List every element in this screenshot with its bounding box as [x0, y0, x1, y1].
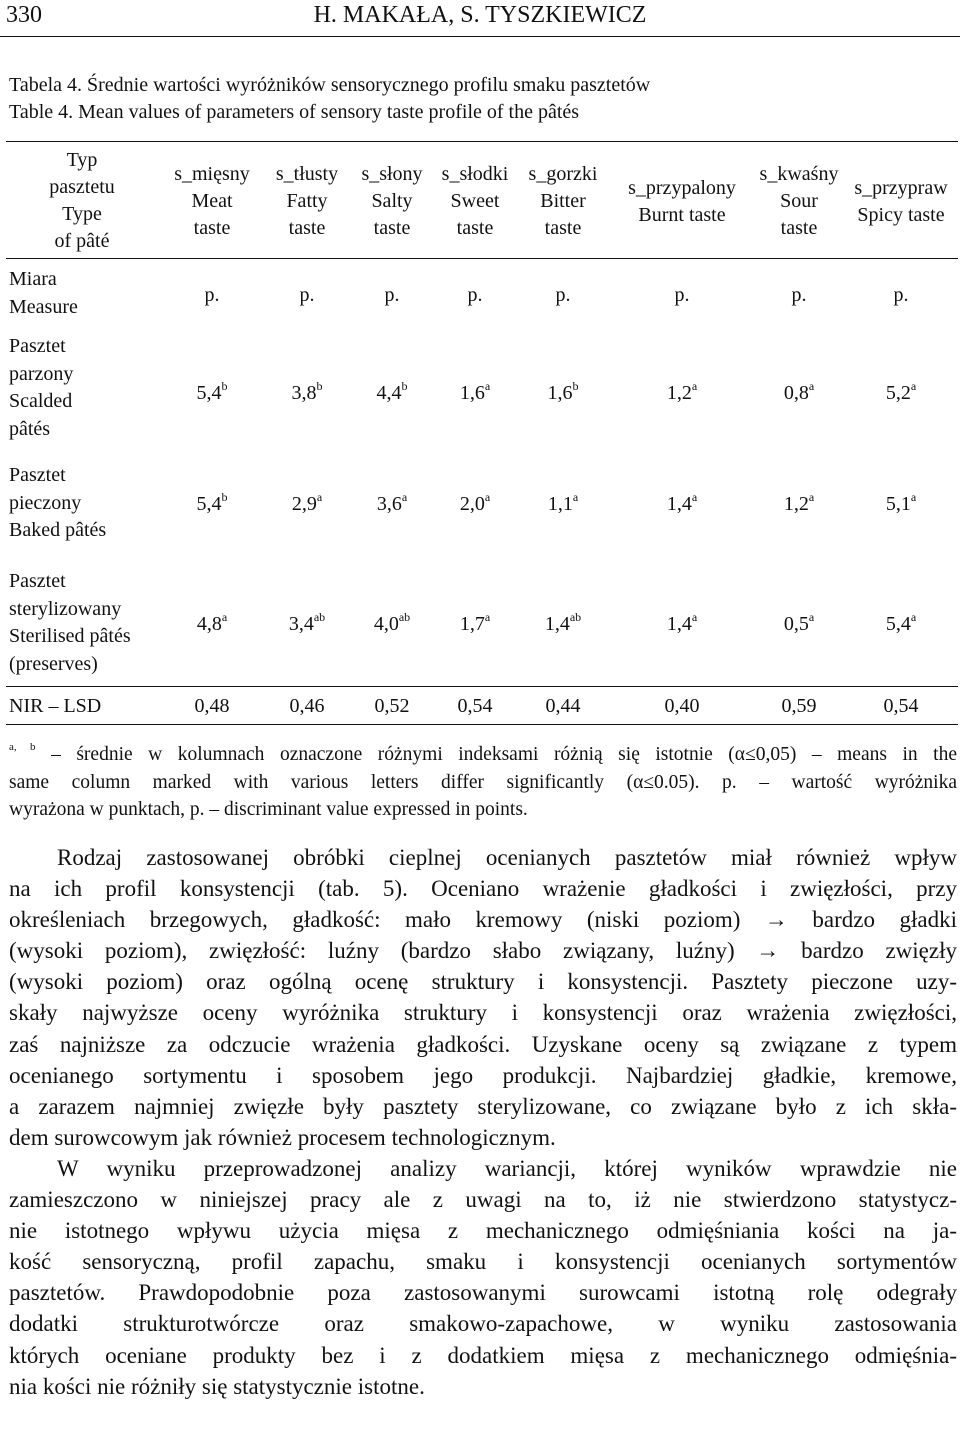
table-header-rule [6, 258, 958, 259]
row-label-sterilised: Pasztet sterylizowany Sterilised pâtés (preserves) [9, 570, 131, 675]
running-header [0, 0, 960, 34]
col-header-fatty: s_tłusty Fatty taste [275, 163, 339, 239]
measure-unit: p. [204, 284, 220, 306]
col-header-meat: s_mięsny Meat taste [174, 163, 250, 239]
table-cell: 1,1$^a$ [547, 490, 579, 515]
table-cell: 1,2$^a$ [666, 379, 698, 404]
table-cell: 5,4$^a$ [885, 610, 917, 635]
measure-unit: p. [791, 284, 807, 306]
measure-unit: p. [555, 284, 571, 306]
col-header-burnt: s_przypalony Burnt taste [628, 177, 736, 226]
measure-unit: p. [467, 284, 483, 306]
table-cell: 1,4$^a$ [666, 490, 698, 515]
table-cell: 5,4$^b$ [196, 490, 228, 515]
table-cell: 1,7$^a$ [459, 610, 491, 635]
table-cell: 4,0$^{ab}$ [373, 610, 411, 635]
lsd-value: 0,48 [194, 695, 230, 717]
table-cell: 2,0$^a$ [459, 490, 491, 515]
stub-header: Typ pasztetu Type of pâté [49, 149, 115, 252]
table-body-rule [6, 686, 958, 687]
table-cell: 1,4$^a$ [666, 610, 698, 635]
col-header-salty: s_słony Salty taste [361, 163, 423, 239]
table-cell: 5,1$^a$ [885, 490, 917, 515]
col-header-sweet: s_słodki Sweet taste [441, 163, 509, 239]
row-label-scalded: Pasztet parzony Scalded pâtés [9, 335, 74, 440]
measure-unit: p. [384, 284, 400, 306]
col-header-spicy: s_przypraw Spicy taste [854, 177, 948, 226]
table-cell: 3,8$^b$ [291, 379, 323, 404]
table-cell: 0,5$^a$ [783, 610, 815, 635]
lsd-label: NIR – LSD [9, 695, 102, 717]
table-bottom-rule [6, 724, 958, 725]
table-top-rule [6, 141, 958, 142]
col-header-bitter: s_gorzki Bitter taste [528, 163, 598, 239]
table-cell: 2,9$^a$ [291, 490, 323, 515]
table-cell: 1,2$^a$ [783, 490, 815, 515]
lsd-value: 0,59 [781, 695, 817, 717]
measure-label: Miara Measure [9, 268, 78, 318]
page-number: 330 [6, 2, 42, 28]
table-cell: 1,4$^{ab}$ [544, 610, 582, 635]
table-cell: 1,6$^b$ [547, 379, 579, 404]
running-authors: H. MAKAŁA, S. TYSZKIEWICZ [313, 2, 647, 28]
table-cell: 3,4$^{ab}$ [288, 610, 326, 635]
table-cell: 3,6$^a$ [376, 490, 408, 515]
lsd-value: 0,44 [545, 695, 581, 717]
table-cell: 4,4$^b$ [376, 379, 408, 404]
table-cell: 1,6$^a$ [459, 379, 491, 404]
header-rule [0, 36, 960, 37]
col-header-sour: s_kwaśny Sour taste [759, 163, 839, 239]
measure-unit: p. [893, 284, 909, 306]
body-paragraph-1: Rodzaj zastosowanej obróbki cieplnej ocenianych pasztetów miał również wpływ na ich profil konsystencji (tab. 5). Oceniano wrażenie gładkości i zwięzłości, przy określeniach brzegowych, gładkość: mało kremowy (niski poziom) → bardzo gładki (wysoki poziom), zwięzłość: luźny (bardzo słabo związany, luźny) → bardzo zwięzły (wysoki poziom) oraz ogólną ocenę struktury i konsystencji. Pasztety pieczone uzy- skały najwyższe oceny wyróżnika struktury i konsystencji oraz wrażenia zwięzłości, zaś najniższe za odczucie wrażenia gładkości. Uzyskane oceny są związane z typem ocenianego sortymentu i sposobem jego produkcji. Najbardziej gładkie, kremowe, a zarazem najmniej zwięzłe były pasztety sterylizowane, co związane było z ich skła- dem surowcowym jak również procesem technologicznym. [9, 845, 957, 1150]
measure-unit: p. [299, 284, 315, 306]
row-label-baked: Pasztet pieczony Baked pâtés [9, 464, 107, 541]
table-cell: 4,8$^a$ [196, 610, 228, 635]
lsd-value: 0,52 [374, 695, 410, 717]
table-caption-en: Table 4. Mean values of parameters of sensory taste profile of the pâtés [9, 101, 580, 123]
lsd-value: 0,46 [289, 695, 325, 717]
table-cell: 0,8$^a$ [783, 379, 815, 404]
table-footnote: $^{a, b}$ – średnie w kolumnach oznaczone różnymi indeksami różnią się istotnie (α≤0,05) – means in the same column marked with various letters differ significantly (α≤0.05). p. – wartość wyróżnika wyrażona w punktach, p. – discriminant value expressed in points. [9, 741, 957, 820]
table-cell: 5,2$^a$ [885, 379, 917, 404]
lsd-value: 0,54 [883, 695, 919, 717]
lsd-value: 0,54 [457, 695, 493, 717]
table-caption-pl: Tabela 4. Średnie wartości wyróżników sensorycznego profilu smaku pasztetów [9, 74, 651, 96]
measure-unit: p. [674, 284, 690, 306]
body-paragraph-2: W wyniku przeprowadzonej analizy wariancji, której wyników wprawdzie nie zamieszczono w niniejszej pracy ale z uwagi na to, iż nie stwierdzono statystycz- nie istotnego wpływu użycia mięsa z mechanicznego odmięśniania kości na ja- kość sensoryczną, profil zapachu, smaku i konsystencji ocenianych sortymentów pasztetów. Prawdopodobnie poza zastosowanymi surowcami istotną rolę odegrały dodatki strukturotwórcze oraz smakowo-zapachowe, w wyniku zastosowania których oceniane produkty bez i z dodatkiem mięsa z mechanicznego odmięśnia- nia kości nie różniły się statystycznie istotne. [9, 1156, 957, 1399]
lsd-value: 0,40 [664, 695, 700, 717]
table-cell: 5,4$^b$ [196, 379, 228, 404]
